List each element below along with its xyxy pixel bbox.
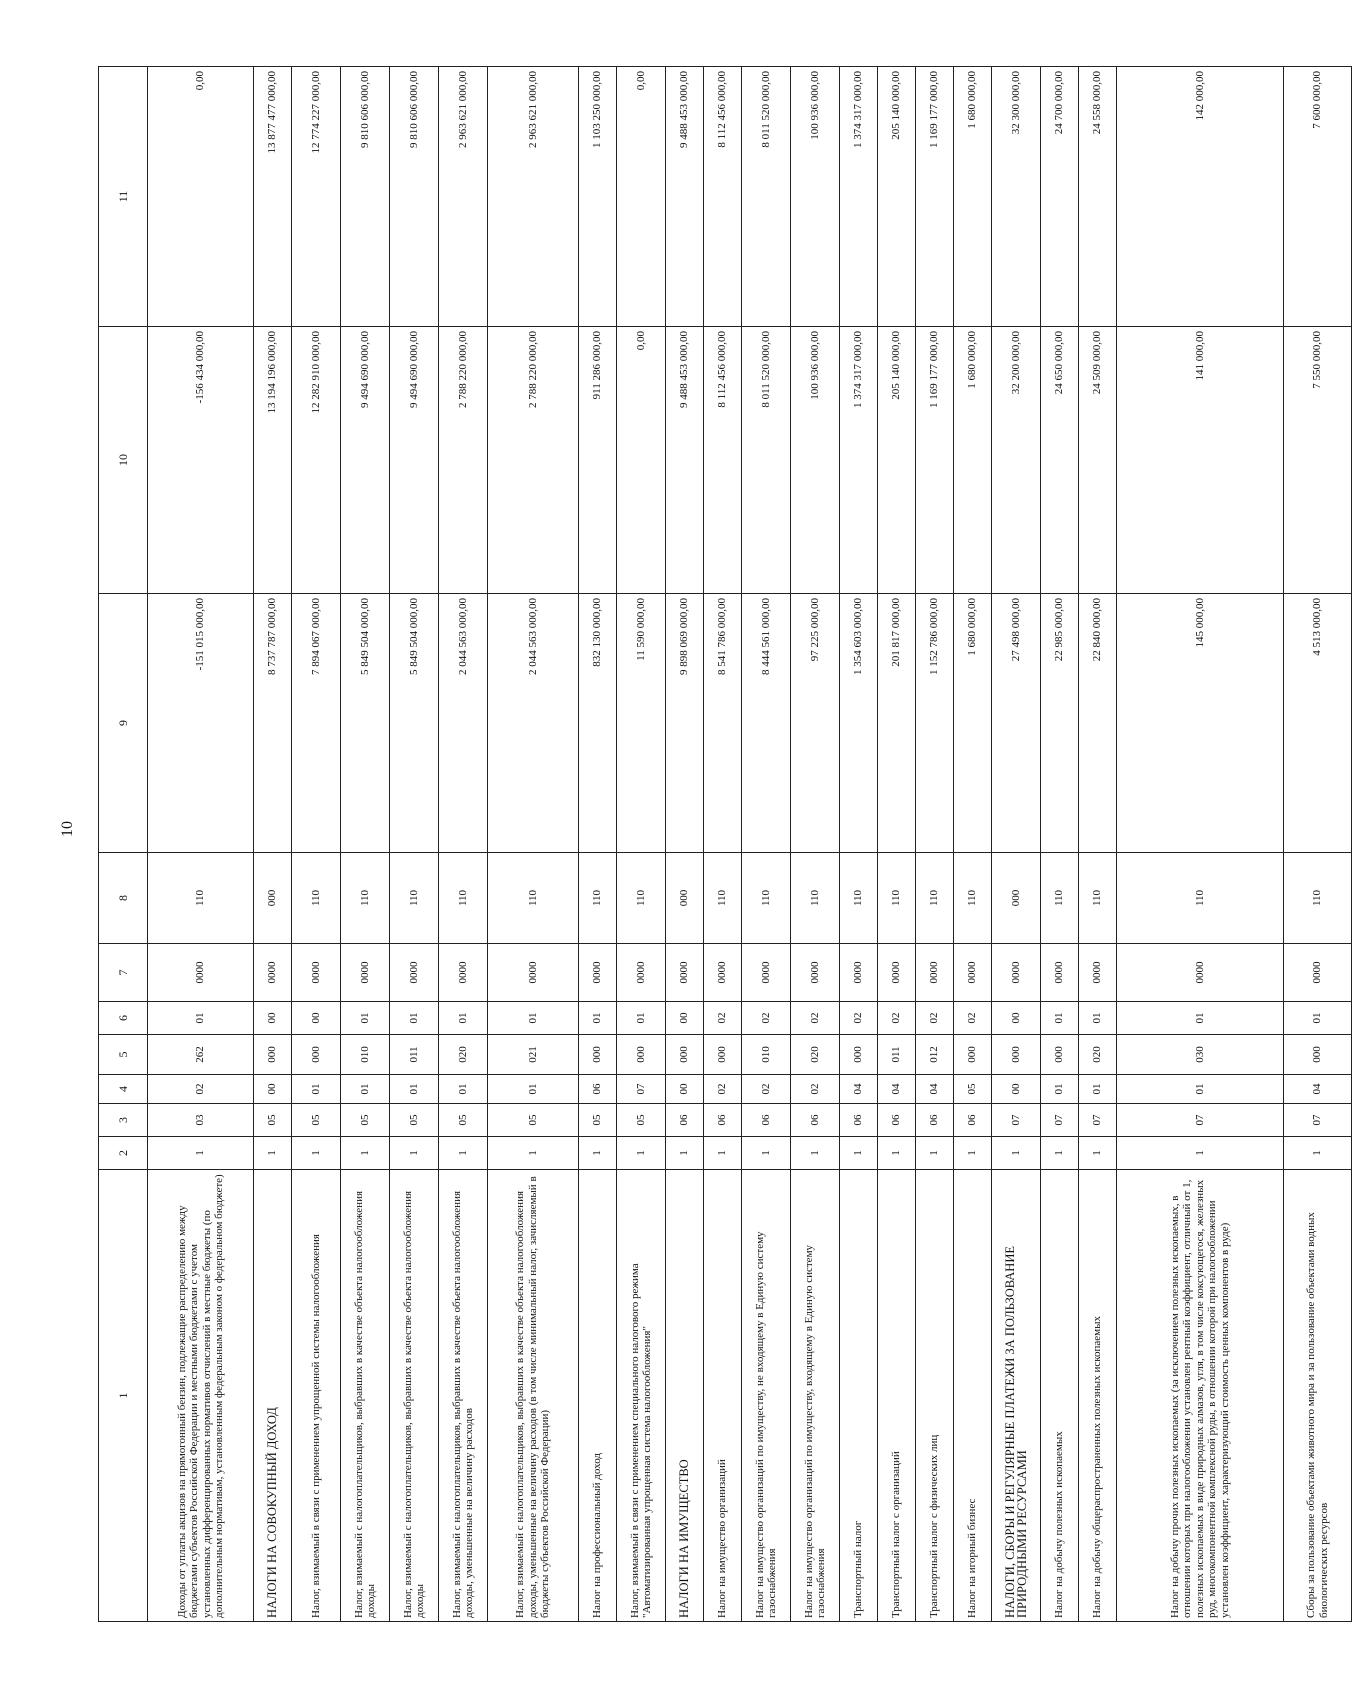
column-header-3: 3 xyxy=(99,1104,148,1137)
code-cell-col2: 1 xyxy=(617,1137,666,1170)
code-cell-col6: 02 xyxy=(840,1002,878,1035)
row-name-cell: Налог, взимаемый с налогоплательщиков, выбравших в качестве объекта налогообложения доходы, уменьшенные на величину расходов xyxy=(439,1170,488,1622)
code-cell-col3: 05 xyxy=(488,1104,579,1137)
amount-cell-col11: 1 374 317 000,00 xyxy=(840,67,878,327)
row-name-cell: Налог, взимаемый с налогоплательщиков, выбравших в качестве объекта налогообложения доходы xyxy=(341,1170,390,1622)
code-cell-col7: 0000 xyxy=(1117,944,1284,1002)
amount-cell-col10: 1 680 000,00 xyxy=(954,327,992,594)
amount-cell-col10: 24 509 000,00 xyxy=(1079,327,1117,594)
row-name-cell: НАЛОГИ, СБОРЫ И РЕГУЛЯРНЫЕ ПЛАТЕЖИ ЗА ПОЛЬЗОВАНИЕ ПРИРОДНЫМИ РЕСУРСАМИ xyxy=(992,1170,1041,1622)
row-name-cell: Налог, взимаемый в связи с применением упрощенной системы налогообложения xyxy=(292,1170,341,1622)
code-cell-col4: 00 xyxy=(666,1075,704,1104)
code-cell-col7: 0000 xyxy=(742,944,791,1002)
code-cell-col8: 110 xyxy=(916,853,954,944)
code-cell-col3: 05 xyxy=(579,1104,617,1137)
code-cell-col8: 110 xyxy=(439,853,488,944)
code-cell-col3: 05 xyxy=(254,1104,292,1137)
code-cell-col5: 010 xyxy=(742,1035,791,1075)
amount-cell-col11: 8 112 456 000,00 xyxy=(704,67,742,327)
row-name-cell: Налог на имущество организаций по имуществу, входящему в Единую систему газоснабжения xyxy=(791,1170,840,1622)
code-cell-col7: 0000 xyxy=(916,944,954,1002)
code-cell-col4: 04 xyxy=(1284,1075,1352,1104)
code-cell-col2: 1 xyxy=(954,1137,992,1170)
code-cell-col3: 07 xyxy=(992,1104,1041,1137)
table-row xyxy=(488,67,579,1622)
code-cell-col5: 010 xyxy=(341,1035,390,1075)
amount-cell-col11: 7 600 000,00 xyxy=(1284,67,1352,327)
table-row xyxy=(666,67,704,1622)
code-cell-col6: 01 xyxy=(488,1002,579,1035)
row-name-cell: Транспортный налог с физических лиц xyxy=(916,1170,954,1622)
code-cell-col4: 04 xyxy=(840,1075,878,1104)
code-cell-col5: 000 xyxy=(840,1035,878,1075)
amount-cell-col11: 2 963 621 000,00 xyxy=(439,67,488,327)
code-cell-col8: 110 xyxy=(840,853,878,944)
code-cell-col8: 110 xyxy=(292,853,341,944)
column-header-10: 10 xyxy=(99,327,148,594)
code-cell-col3: 05 xyxy=(617,1104,666,1137)
code-cell-col3: 07 xyxy=(1284,1104,1352,1137)
code-cell-col3: 06 xyxy=(840,1104,878,1137)
amount-cell-col9: 9 898 069 000,00 xyxy=(666,594,704,853)
code-cell-col6: 01 xyxy=(1041,1002,1079,1035)
amount-cell-col9: 5 849 504 000,00 xyxy=(341,594,390,853)
code-cell-col5: 000 xyxy=(704,1035,742,1075)
code-cell-col8: 110 xyxy=(704,853,742,944)
amount-cell-col9: 97 225 000,00 xyxy=(791,594,840,853)
code-cell-col7: 0000 xyxy=(148,944,254,1002)
code-cell-col7: 0000 xyxy=(617,944,666,1002)
code-cell-col4: 02 xyxy=(791,1075,840,1104)
table-row xyxy=(1041,67,1079,1622)
code-cell-col8: 110 xyxy=(1079,853,1117,944)
table-row xyxy=(617,67,666,1622)
code-cell-col5: 021 xyxy=(488,1035,579,1075)
amount-cell-col9: 27 498 000,00 xyxy=(992,594,1041,853)
code-cell-col2: 1 xyxy=(666,1137,704,1170)
table-row xyxy=(992,67,1041,1622)
code-cell-col4: 00 xyxy=(992,1075,1041,1104)
column-header-5: 5 xyxy=(99,1035,148,1075)
code-cell-col5: 000 xyxy=(292,1035,341,1075)
code-cell-col6: 01 xyxy=(617,1002,666,1035)
code-cell-col6: 01 xyxy=(1284,1002,1352,1035)
code-cell-col5: 000 xyxy=(579,1035,617,1075)
code-cell-col3: 05 xyxy=(439,1104,488,1137)
code-cell-col6: 02 xyxy=(742,1002,791,1035)
code-cell-col6: 01 xyxy=(579,1002,617,1035)
code-cell-col4: 04 xyxy=(916,1075,954,1104)
table-row xyxy=(840,67,878,1622)
amount-cell-col9: 22 840 000,00 xyxy=(1079,594,1117,853)
row-name-cell: Налог на игорный бизнес xyxy=(954,1170,992,1622)
code-cell-col4: 01 xyxy=(1117,1075,1284,1104)
amount-cell-col10: -156 434 000,00 xyxy=(148,327,254,594)
amount-cell-col10: 141 000,00 xyxy=(1117,327,1284,594)
code-cell-col7: 0000 xyxy=(791,944,840,1002)
header-row xyxy=(99,67,148,1622)
code-cell-col7: 0000 xyxy=(954,944,992,1002)
code-cell-col8: 000 xyxy=(666,853,704,944)
table-row xyxy=(742,67,791,1622)
table-row xyxy=(878,67,916,1622)
code-cell-col2: 1 xyxy=(742,1137,791,1170)
page-number: 10 xyxy=(59,821,76,837)
code-cell-col2: 1 xyxy=(488,1137,579,1170)
row-name-cell: Транспортный налог xyxy=(840,1170,878,1622)
table-row xyxy=(579,67,617,1622)
code-cell-col5: 020 xyxy=(1079,1035,1117,1075)
code-cell-col7: 0000 xyxy=(439,944,488,1002)
amount-cell-col11: 9 488 453 000,00 xyxy=(666,67,704,327)
code-cell-col2: 1 xyxy=(992,1137,1041,1170)
code-cell-col4: 05 xyxy=(954,1075,992,1104)
amount-cell-col11: 9 810 606 000,00 xyxy=(390,67,439,327)
code-cell-col2: 1 xyxy=(878,1137,916,1170)
table-row xyxy=(916,67,954,1622)
code-cell-col6: 00 xyxy=(992,1002,1041,1035)
code-cell-col7: 0000 xyxy=(1284,944,1352,1002)
row-name-cell: Налог на добычу прочих полезных ископаемых (за исключением полезных ископаемых, в отношении которых при налогообложении установлен рентный коэффициент, отличный от 1, полезных ископаемых в виде природных алмазов, угля, в том числе коксующегося, железных руд, многокомпонентной комплексной руды, в отношении которой при налогообложении установлен коэффициент, характеризующий стоимость ценных компонентов в руде) xyxy=(1117,1170,1284,1622)
code-cell-col7: 0000 xyxy=(341,944,390,1002)
code-cell-col5: 020 xyxy=(439,1035,488,1075)
code-cell-col5: 000 xyxy=(254,1035,292,1075)
amount-cell-col11: 1 169 177 000,00 xyxy=(916,67,954,327)
code-cell-col2: 1 xyxy=(148,1137,254,1170)
column-header-7: 7 xyxy=(99,944,148,1002)
code-cell-col6: 02 xyxy=(916,1002,954,1035)
column-header-8: 8 xyxy=(99,853,148,944)
code-cell-col7: 0000 xyxy=(579,944,617,1002)
row-name-cell: Налог на профессиональный доход xyxy=(579,1170,617,1622)
code-cell-col6: 02 xyxy=(878,1002,916,1035)
code-cell-col7: 0000 xyxy=(840,944,878,1002)
code-cell-col5: 011 xyxy=(878,1035,916,1075)
row-name-cell: Налог на добычу полезных ископаемых xyxy=(1041,1170,1079,1622)
code-cell-col8: 110 xyxy=(341,853,390,944)
code-cell-col5: 011 xyxy=(390,1035,439,1075)
code-cell-col3: 06 xyxy=(916,1104,954,1137)
amount-cell-col9: 201 817 000,00 xyxy=(878,594,916,853)
code-cell-col8: 000 xyxy=(254,853,292,944)
code-cell-col5: 000 xyxy=(992,1035,1041,1075)
amount-cell-col11: 13 877 477 000,00 xyxy=(254,67,292,327)
column-header-9: 9 xyxy=(99,594,148,853)
code-cell-col8: 110 xyxy=(1041,853,1079,944)
amount-cell-col10: 2 788 220 000,00 xyxy=(439,327,488,594)
amount-cell-col10: 9 494 690 000,00 xyxy=(341,327,390,594)
table-body xyxy=(148,67,1352,1622)
table-row xyxy=(292,67,341,1622)
code-cell-col4: 01 xyxy=(1041,1075,1079,1104)
code-cell-col3: 05 xyxy=(292,1104,341,1137)
amount-cell-col11: 2 963 621 000,00 xyxy=(488,67,579,327)
code-cell-col5: 020 xyxy=(791,1035,840,1075)
code-cell-col3: 06 xyxy=(878,1104,916,1137)
code-cell-col6: 01 xyxy=(341,1002,390,1035)
code-cell-col4: 00 xyxy=(254,1075,292,1104)
amount-cell-col11: 1 680 000,00 xyxy=(954,67,992,327)
code-cell-col7: 0000 xyxy=(488,944,579,1002)
column-header-4: 4 xyxy=(99,1075,148,1104)
code-cell-col5: 262 xyxy=(148,1035,254,1075)
code-cell-col8: 110 xyxy=(390,853,439,944)
amount-cell-col11: 0,00 xyxy=(148,67,254,327)
code-cell-col3: 06 xyxy=(666,1104,704,1137)
amount-cell-col9: 5 849 504 000,00 xyxy=(390,594,439,853)
table-row xyxy=(341,67,390,1622)
row-name-cell: Налог на имущество организаций xyxy=(704,1170,742,1622)
amount-cell-col11: 8 011 520 000,00 xyxy=(742,67,791,327)
code-cell-col3: 06 xyxy=(954,1104,992,1137)
code-cell-col8: 110 xyxy=(579,853,617,944)
code-cell-col3: 07 xyxy=(1041,1104,1079,1137)
code-cell-col8: 000 xyxy=(992,853,1041,944)
code-cell-col2: 1 xyxy=(341,1137,390,1170)
amount-cell-col10: 0,00 xyxy=(617,327,666,594)
code-cell-col2: 1 xyxy=(1284,1137,1352,1170)
amount-cell-col9: 2 044 563 000,00 xyxy=(439,594,488,853)
amount-cell-col10: 7 550 000,00 xyxy=(1284,327,1352,594)
code-cell-col4: 01 xyxy=(488,1075,579,1104)
row-name-cell: Налог, взимаемый в связи с применением специального налогового режима "Автоматизированная упрощенная система налогообложения" xyxy=(617,1170,666,1622)
amount-cell-col11: 24 700 000,00 xyxy=(1041,67,1079,327)
code-cell-col8: 110 xyxy=(1284,853,1352,944)
table-row xyxy=(254,67,292,1622)
code-cell-col2: 1 xyxy=(1117,1137,1284,1170)
amount-cell-col11: 100 936 000,00 xyxy=(791,67,840,327)
code-cell-col5: 000 xyxy=(1041,1035,1079,1075)
amount-cell-col9: -151 015 000,00 xyxy=(148,594,254,853)
code-cell-col6: 01 xyxy=(1079,1002,1117,1035)
row-name-cell: Транспортный налог с организаций xyxy=(878,1170,916,1622)
code-cell-col4: 02 xyxy=(148,1075,254,1104)
code-cell-col6: 01 xyxy=(439,1002,488,1035)
amount-cell-col9: 145 000,00 xyxy=(1117,594,1284,853)
code-cell-col2: 1 xyxy=(439,1137,488,1170)
code-cell-col4: 02 xyxy=(742,1075,791,1104)
column-header-6: 6 xyxy=(99,1002,148,1035)
code-cell-col2: 1 xyxy=(791,1137,840,1170)
amount-cell-col9: 22 985 000,00 xyxy=(1041,594,1079,853)
code-cell-col4: 01 xyxy=(1079,1075,1117,1104)
code-cell-col8: 110 xyxy=(791,853,840,944)
table-row xyxy=(704,67,742,1622)
amount-cell-col9: 7 894 067 000,00 xyxy=(292,594,341,853)
code-cell-col7: 0000 xyxy=(390,944,439,1002)
code-cell-col7: 0000 xyxy=(992,944,1041,1002)
code-cell-col2: 1 xyxy=(704,1137,742,1170)
rotated-table-container xyxy=(98,67,1330,1622)
code-cell-col4: 01 xyxy=(439,1075,488,1104)
code-cell-col7: 0000 xyxy=(1079,944,1117,1002)
code-cell-col4: 01 xyxy=(292,1075,341,1104)
amount-cell-col10: 1 169 177 000,00 xyxy=(916,327,954,594)
table-row xyxy=(148,67,254,1622)
table-row xyxy=(1079,67,1117,1622)
code-cell-col3: 07 xyxy=(1117,1104,1284,1137)
code-cell-col2: 1 xyxy=(390,1137,439,1170)
code-cell-col6: 01 xyxy=(1117,1002,1284,1035)
amount-cell-col9: 2 044 563 000,00 xyxy=(488,594,579,853)
amount-cell-col10: 9 488 453 000,00 xyxy=(666,327,704,594)
code-cell-col8: 110 xyxy=(878,853,916,944)
code-cell-col6: 00 xyxy=(254,1002,292,1035)
code-cell-col6: 00 xyxy=(292,1002,341,1035)
code-cell-col5: 000 xyxy=(1284,1035,1352,1075)
amount-cell-col11: 142 000,00 xyxy=(1117,67,1284,327)
code-cell-col3: 06 xyxy=(704,1104,742,1137)
code-cell-col6: 01 xyxy=(390,1002,439,1035)
code-cell-col7: 0000 xyxy=(878,944,916,1002)
code-cell-col3: 03 xyxy=(148,1104,254,1137)
code-cell-col4: 01 xyxy=(341,1075,390,1104)
code-cell-col7: 0000 xyxy=(254,944,292,1002)
code-cell-col7: 0000 xyxy=(704,944,742,1002)
amount-cell-col10: 13 194 196 000,00 xyxy=(254,327,292,594)
code-cell-col2: 1 xyxy=(579,1137,617,1170)
amount-cell-col9: 1 354 603 000,00 xyxy=(840,594,878,853)
code-cell-col2: 1 xyxy=(254,1137,292,1170)
amount-cell-col10: 1 374 317 000,00 xyxy=(840,327,878,594)
code-cell-col4: 01 xyxy=(390,1075,439,1104)
code-cell-col6: 02 xyxy=(791,1002,840,1035)
code-cell-col5: 012 xyxy=(916,1035,954,1075)
amount-cell-col10: 9 494 690 000,00 xyxy=(390,327,439,594)
row-name-cell: Налог, взимаемый с налогоплательщиков, выбравших в качестве объекта налогообложения доходы, уменьшенные на величину расходов (в том числе минимальный налог, зачисляемый в бюджеты субъектов Российской Федерации) xyxy=(488,1170,579,1622)
amount-cell-col11: 12 774 227 000,00 xyxy=(292,67,341,327)
row-name-cell: Сборы за пользование объектами животного мира и за пользование объектами водных биологических ресурсов xyxy=(1284,1170,1352,1622)
code-cell-col7: 0000 xyxy=(292,944,341,1002)
column-header-1: 1 xyxy=(99,1170,148,1622)
amount-cell-col10: 2 788 220 000,00 xyxy=(488,327,579,594)
code-cell-col4: 06 xyxy=(579,1075,617,1104)
amount-cell-col9: 8 541 786 000,00 xyxy=(704,594,742,853)
amount-cell-col9: 1 152 786 000,00 xyxy=(916,594,954,853)
code-cell-col3: 06 xyxy=(742,1104,791,1137)
table-row xyxy=(954,67,992,1622)
column-header-11: 11 xyxy=(99,67,148,327)
code-cell-col8: 110 xyxy=(954,853,992,944)
amount-cell-col10: 32 200 000,00 xyxy=(992,327,1041,594)
amount-cell-col11: 0,00 xyxy=(617,67,666,327)
code-cell-col3: 05 xyxy=(341,1104,390,1137)
amount-cell-col9: 8 737 787 000,00 xyxy=(254,594,292,853)
code-cell-col8: 110 xyxy=(148,853,254,944)
amount-cell-col10: 8 011 520 000,00 xyxy=(742,327,791,594)
revenue-table xyxy=(98,66,1352,1622)
code-cell-col4: 02 xyxy=(704,1075,742,1104)
amount-cell-col9: 8 444 561 000,00 xyxy=(742,594,791,853)
amount-cell-col10: 24 650 000,00 xyxy=(1041,327,1079,594)
code-cell-col3: 06 xyxy=(791,1104,840,1137)
code-cell-col7: 0000 xyxy=(666,944,704,1002)
code-cell-col5: 000 xyxy=(954,1035,992,1075)
row-name-cell: Налог на имущество организаций по имуществу, не входящему в Единую систему газоснабжения xyxy=(742,1170,791,1622)
row-name-cell: НАЛОГИ НА ИМУЩЕСТВО xyxy=(666,1170,704,1622)
code-cell-col3: 07 xyxy=(1079,1104,1117,1137)
row-name-cell: Налог на добычу общераспространенных полезных ископаемых xyxy=(1079,1170,1117,1622)
amount-cell-col10: 205 140 000,00 xyxy=(878,327,916,594)
code-cell-col8: 110 xyxy=(1117,853,1284,944)
code-cell-col6: 00 xyxy=(666,1002,704,1035)
code-cell-col4: 04 xyxy=(878,1075,916,1104)
code-cell-col3: 05 xyxy=(390,1104,439,1137)
amount-cell-col10: 8 112 456 000,00 xyxy=(704,327,742,594)
amount-cell-col11: 9 810 606 000,00 xyxy=(341,67,390,327)
code-cell-col7: 0000 xyxy=(1041,944,1079,1002)
amount-cell-col10: 911 286 000,00 xyxy=(579,327,617,594)
amount-cell-col9: 4 513 000,00 xyxy=(1284,594,1352,853)
column-header-2: 2 xyxy=(99,1137,148,1170)
code-cell-col2: 1 xyxy=(916,1137,954,1170)
code-cell-col5: 000 xyxy=(617,1035,666,1075)
table-row xyxy=(791,67,840,1622)
code-cell-col2: 1 xyxy=(1041,1137,1079,1170)
amount-cell-col9: 832 130 000,00 xyxy=(579,594,617,853)
code-cell-col8: 110 xyxy=(617,853,666,944)
amount-cell-col11: 24 558 000,00 xyxy=(1079,67,1117,327)
code-cell-col5: 030 xyxy=(1117,1035,1284,1075)
table-row xyxy=(390,67,439,1622)
code-cell-col8: 110 xyxy=(488,853,579,944)
table-row xyxy=(1284,67,1352,1622)
code-cell-col4: 07 xyxy=(617,1075,666,1104)
amount-cell-col9: 11 590 000,00 xyxy=(617,594,666,853)
row-name-cell: НАЛОГИ НА СОВОКУПНЫЙ ДОХОД xyxy=(254,1170,292,1622)
code-cell-col8: 110 xyxy=(742,853,791,944)
amount-cell-col11: 1 103 250 000,00 xyxy=(579,67,617,327)
amount-cell-col11: 32 300 000,00 xyxy=(992,67,1041,327)
row-name-cell: Налог, взимаемый с налогоплательщиков, выбравших в качестве объекта налогообложения доходы xyxy=(390,1170,439,1622)
amount-cell-col9: 1 680 000,00 xyxy=(954,594,992,853)
table-row xyxy=(1117,67,1284,1622)
amount-cell-col10: 100 936 000,00 xyxy=(791,327,840,594)
code-cell-col2: 1 xyxy=(840,1137,878,1170)
code-cell-col2: 1 xyxy=(292,1137,341,1170)
amount-cell-col10: 12 282 910 000,00 xyxy=(292,327,341,594)
code-cell-col2: 1 xyxy=(1079,1137,1117,1170)
table-row xyxy=(439,67,488,1622)
amount-cell-col11: 205 140 000,00 xyxy=(878,67,916,327)
row-name-cell: Доходы от уплаты акцизов на прямогонный бензин, подлежащие распределению между бюджетами субъектов Российской Федерации и местными бюджетами с учетом установленных дифференцированных нормативов отчислений в местные бюджеты (по дополнительным нормативам, установленным федеральным законом о федеральном бюджете) xyxy=(148,1170,254,1622)
code-cell-col5: 000 xyxy=(666,1035,704,1075)
code-cell-col6: 01 xyxy=(148,1002,254,1035)
code-cell-col6: 02 xyxy=(704,1002,742,1035)
code-cell-col6: 02 xyxy=(954,1002,992,1035)
